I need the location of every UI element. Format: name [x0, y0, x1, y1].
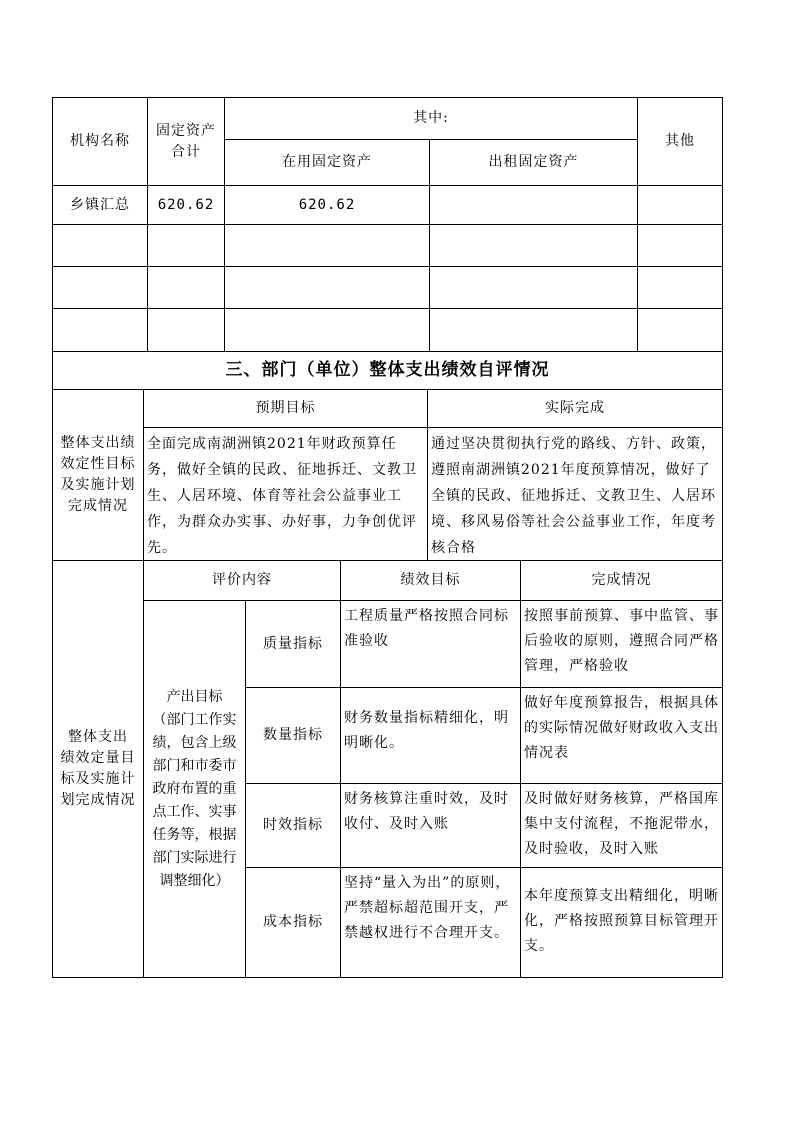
- quantitative-col-target: 绩效目标: [340, 560, 521, 601]
- table-row-leased: [429, 185, 638, 225]
- header-total-fixed-assets: 固定资产 合计: [147, 97, 225, 186]
- table-row-total: [147, 308, 225, 352]
- indicator-target: 工程质量严格按照合同标准验收: [340, 600, 521, 688]
- indicator-target: 财务数量指标精细化，明明晰化。: [340, 687, 521, 784]
- table-row-leased: [429, 224, 638, 267]
- table-row-in-use: [224, 308, 430, 352]
- indicator-completion: 本年度预算支出精细化，明晰化，严格按照预算目标管理开支。: [520, 867, 723, 978]
- indicator-completion: 及时做好财务核算，严格国库集中支付流程，不拖泥带水，及时验收，及时入账: [520, 783, 723, 868]
- qualitative-row-label: 整体支出绩 效定性目标 及实施计划 完成情况: [52, 389, 144, 561]
- quantitative-row-label: 整体支出 绩效定量目 标及实施计 划完成情况: [52, 560, 144, 978]
- table-row-leased: [429, 266, 638, 309]
- indicator-completion: 做好年度预算报告，根据具体的实际情况做好财政收入支出情况表: [520, 687, 723, 784]
- table-row-in-use: [224, 266, 430, 309]
- table-row-org: [52, 266, 148, 309]
- table-row-other: [637, 266, 723, 309]
- header-other: 其他: [637, 97, 723, 186]
- section-title: 三、部门（单位）整体支出绩效自评情况: [52, 351, 723, 390]
- table-row-other: [637, 224, 723, 267]
- quantitative-col-completion: 完成情况: [520, 560, 723, 601]
- indicator-name: 时效指标: [245, 783, 341, 868]
- header-leased: 出租固定资产: [429, 139, 638, 186]
- table-row-other: [637, 185, 723, 225]
- table-row-leased: [429, 308, 638, 352]
- table-row-total: [147, 266, 225, 309]
- qualitative-col-expected: 预期目标: [143, 389, 428, 428]
- indicator-target: 财务核算注重时效，及时收付、及时入账: [340, 783, 521, 868]
- qualitative-actual-text: 通过坚决贯彻执行党的路线、方针、政策，遵照南湖洲镇2021年度预算情况，做好了全镇的民政、征地拆迁、文教卫生、人居环境、移风易俗等社会公益事业工作，年度考核合格: [427, 427, 723, 561]
- indicator-name: 质量指标: [245, 600, 341, 688]
- indicator-completion: 按照事前预算、事中监管、事后验收的原则，遵照合同严格管理，严格验收: [520, 600, 723, 688]
- header-of-which: 其中:: [224, 97, 638, 140]
- table-row-in-use: 620.62: [224, 185, 430, 225]
- qualitative-expected-text: 全面完成南湖洲镇2021年财政预算任务，做好全镇的民政、征地拆迁、文教卫生、人居环境、体育等社会公益事业工作，为群众办实事、办好事，力争创优评先。: [143, 427, 428, 561]
- table-row-org: [52, 308, 148, 352]
- quantitative-col-content: 评价内容: [143, 560, 341, 601]
- indicator-target: 坚持“量入为出”的原则，严禁超标超范围开支，严禁越权进行不合理开支。: [340, 867, 521, 978]
- header-org-name: 机构名称: [52, 97, 148, 186]
- header-in-use: 在用固定资产: [224, 139, 430, 186]
- table-row-total: [147, 224, 225, 267]
- indicator-name: 数量指标: [245, 687, 341, 784]
- table-row-org: [52, 224, 148, 267]
- table-row-in-use: [224, 224, 430, 267]
- qualitative-col-actual: 实际完成: [427, 389, 723, 428]
- table-row-total: 620.62: [147, 185, 225, 225]
- indicator-name: 成本指标: [245, 867, 341, 978]
- output-target-label: 产出目标 （部门工作实 绩，包含上级 部门和市委市 政府布置的重 点工作、实事 任务等，根据 部门实际进行 调整细化）: [143, 600, 246, 978]
- table-row-org: 乡镇汇总: [52, 185, 148, 225]
- table-row-other: [637, 308, 723, 352]
